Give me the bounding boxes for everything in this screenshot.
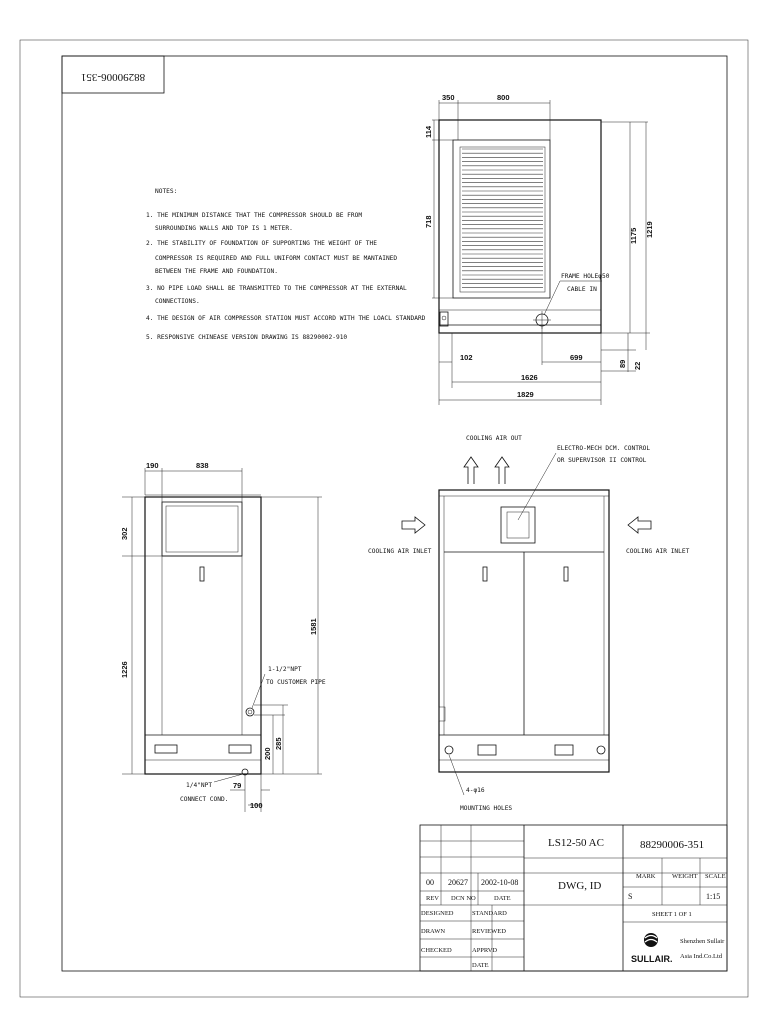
date-label: DATE [494, 895, 511, 902]
dcn-value: 20627 [448, 878, 468, 887]
weight-label: WEIGHT [672, 873, 698, 880]
reviewed-label: REVIEWED [472, 928, 506, 935]
control-label-line1: ELECTRO-MECH DCM. CONTROL [557, 445, 651, 452]
notes-heading: NOTES: [155, 188, 178, 195]
cooling-air-inlet-left-label: COOLING AIR INLET [368, 548, 432, 555]
dim-838: 838 [196, 461, 209, 470]
dcn-label: DCN NO [451, 895, 476, 902]
dim-302: 302 [120, 527, 129, 540]
rev-value: 00 [426, 878, 434, 887]
dim-89: 89 [618, 359, 627, 368]
checked-label: CHECKED [421, 947, 452, 954]
dim-1219: 1219 [645, 221, 654, 238]
note-line: CONNECTIONS. [155, 298, 200, 305]
dim-699: 699 [570, 353, 583, 362]
dim-718: 718 [424, 215, 433, 228]
inlet-arrow-right [628, 517, 651, 533]
grille-louvers [462, 149, 543, 288]
dim-190: 190 [146, 461, 159, 470]
dim-79: 79 [233, 781, 242, 790]
side-handle [200, 567, 204, 581]
scale-value: 1:15 [706, 892, 721, 901]
rotated-number-box [62, 56, 164, 93]
brand-name: SULLAIR. [631, 954, 673, 964]
dim-200: 200 [263, 747, 272, 760]
top-view [424, 93, 654, 405]
dim-800: 800 [497, 93, 510, 102]
mark-value: S [628, 892, 633, 901]
dim-1581: 1581 [309, 618, 318, 635]
mounting-holes-count: 4-φ16 [466, 787, 485, 794]
dim-1175: 1175 [629, 227, 638, 244]
rotated-drawing-number: 88290006-351 [80, 71, 146, 83]
company-line2: Asia Ind.Co.Ltd [680, 953, 723, 960]
air-out-arrows [464, 457, 509, 484]
npt-label: 1-1/2"NPT [268, 666, 302, 673]
dim-350: 350 [442, 93, 455, 102]
customer-pipe-label: TO CUSTOMER PIPE [266, 679, 326, 686]
dim-102: 102 [460, 353, 473, 362]
note-line: 4. THE DESIGN OF AIR COMPRESSOR STATION MUST ACCORD WITH THE LOACL STANDARD [146, 315, 426, 322]
note-line: BETWEEN THE FRAME AND FOUNDATION. [155, 268, 278, 275]
note-line: 3. NO PIPE LOAD SHALL BE TRANSMITTED TO THE COMPRESSOR AT THE EXTERNAL [146, 285, 407, 292]
dim-1829: 1829 [517, 390, 534, 399]
title-block [420, 825, 727, 971]
scale-label: SCALE [705, 873, 726, 880]
sullair-logo-icon [644, 933, 658, 947]
cooling-air-inlet-right-label: COOLING AIR INLET [626, 548, 690, 555]
standard-label: STANDARD [472, 910, 507, 917]
mounting-holes-label: MOUNTING HOLES [460, 805, 513, 812]
dwg-id-label: DWG, ID [558, 880, 602, 892]
cable-in-label: CABLE IN [567, 286, 597, 293]
inlet-arrow-left [402, 517, 425, 533]
designed-label: DESIGNED [421, 910, 454, 917]
control-label-line2: OR SUPERVISOR II CONTROL [557, 457, 647, 464]
approved-label: APPRVD [472, 947, 498, 954]
note-line: 2. THE STABILITY OF FOUNDATION OF SUPPORTING THE WEIGHT OF THE [146, 240, 377, 247]
front-view [368, 435, 690, 812]
dim-114: 114 [424, 125, 433, 138]
note-line: SURROUNDING WALLS AND TOP IS 1 METER. [155, 225, 293, 232]
dim-1626: 1626 [521, 373, 538, 382]
note-line: 5. RESPONSIVE CHINEASE VERSION DRAWING IS 88290002-910 [146, 334, 348, 341]
left-door-handle [483, 567, 487, 581]
model-name: LS12-50 AC [548, 837, 604, 849]
title-drawing-number: 88290006-351 [640, 839, 705, 851]
note-line: COMPRESSOR IS REQUIRED AND FULL UNIFORM CONTACT MUST BE MANTAINED [155, 255, 398, 262]
right-door-handle [564, 567, 568, 581]
note-line: 1. THE MINIMUM DISTANCE THAT THE COMPRESSOR SHOULD BE FROM [146, 212, 363, 219]
notes-block [146, 188, 426, 341]
dim-22: 22 [633, 361, 642, 370]
date-value: 2002-10-08 [481, 878, 519, 887]
company-line1: Shenzhen Sullair [680, 938, 725, 945]
dim-285: 285 [274, 737, 283, 750]
side-view [120, 461, 326, 812]
connect-cond-label: CONNECT COND. [180, 796, 229, 803]
rev-label: REV [426, 895, 439, 902]
date2-label: DATE [472, 962, 489, 969]
control-panel [501, 507, 535, 543]
drawn-label: DRAWN [421, 928, 446, 935]
outer-border [20, 40, 748, 997]
mark-label: MARK [636, 873, 656, 880]
frame-hole-label: FRAME HOLEφ50 [561, 273, 610, 280]
quarter-npt-label: 1/4"NPT [186, 782, 213, 789]
dim-100: 100 [250, 801, 263, 810]
sheet-label: SHEET 1 OF 1 [652, 911, 692, 918]
cooling-air-out-label: COOLING AIR OUT [466, 435, 522, 442]
dim-1226: 1226 [120, 661, 129, 678]
